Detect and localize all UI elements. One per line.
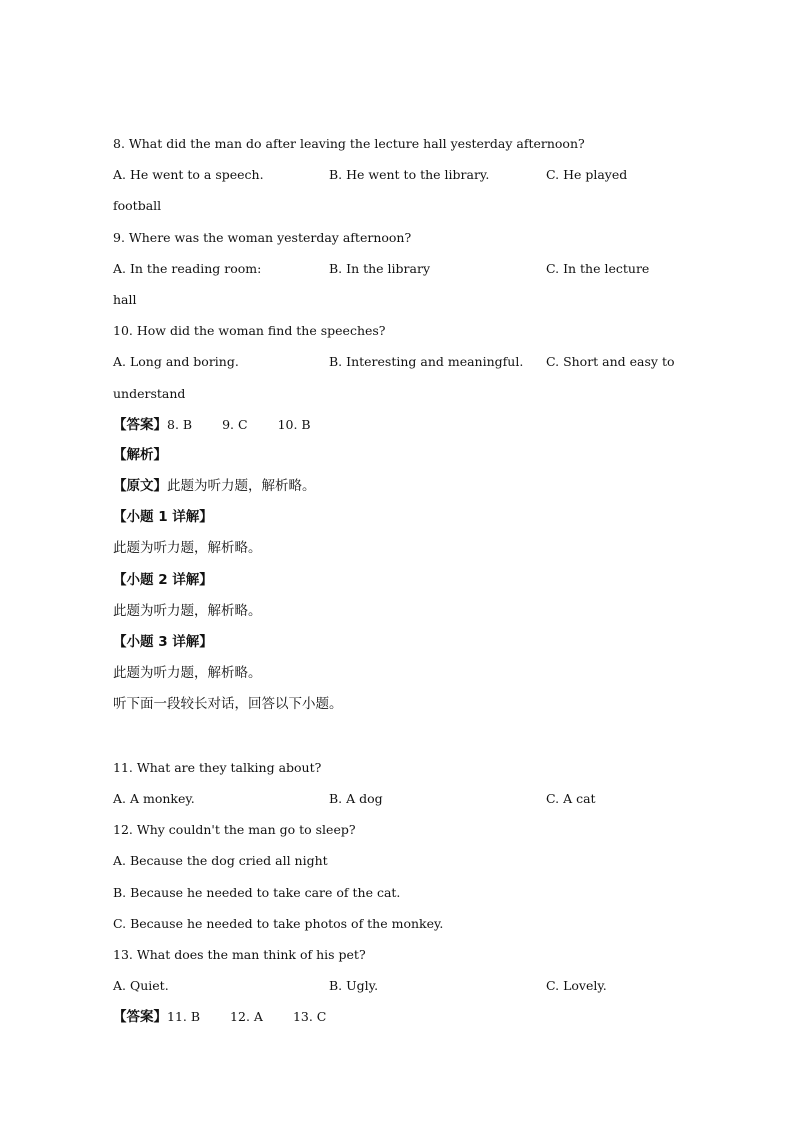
answer-item: 12. A: [230, 1009, 263, 1025]
answer-line: [113, 412, 693, 443]
option-c: C. In the lecture: [546, 260, 650, 276]
analysis-label: 【解析】: [113, 446, 167, 463]
question-9-options: [113, 256, 693, 287]
question-11: 11. What are they talking about?: [113, 759, 322, 775]
option-a: A. A monkey.: [113, 790, 195, 806]
answer-item: 8. B: [167, 416, 193, 432]
blank-line: [113, 724, 693, 755]
option-a: A. He went to a speech.: [113, 167, 264, 183]
option-c: C. Lovely.: [546, 978, 607, 994]
answer-label: 【答案】: [113, 1009, 167, 1026]
answer-line: [113, 1004, 693, 1035]
original-text-line: [113, 474, 693, 505]
option-a: A. Long and boring.: [113, 354, 239, 370]
original-label: 【原文】: [113, 478, 167, 495]
question-13-options: [113, 973, 693, 1004]
answer-item: 9. C: [222, 416, 248, 432]
section-instruction: 听下面一段较长对话，回答以下小题。: [113, 696, 343, 713]
option-b: B. Interesting and meaningful.: [329, 354, 524, 370]
option-b: B. In the library: [329, 260, 431, 276]
detail-text-1: 此题为听力题，解析略。: [113, 540, 262, 557]
question-10-options: [113, 349, 693, 380]
option-a: A. In the reading room:: [113, 260, 262, 276]
option-c: C. A cat: [546, 790, 596, 806]
document-page: [113, 131, 693, 1035]
option-a: A. Because the dog cried all night: [113, 853, 328, 869]
question-10: 10. How did the woman find the speeches?: [113, 323, 386, 339]
question-13: 13. What does the man think of his pet?: [113, 946, 366, 962]
detail-text-2: 此题为听力题，解析略。: [113, 602, 262, 619]
option-c-continued: football: [113, 198, 162, 214]
option-c-continued: understand: [113, 385, 186, 401]
option-b: B. Ugly.: [329, 978, 379, 994]
option-b: B. Because he needed to take care of the cat.: [113, 884, 401, 900]
question-11-options: [113, 786, 693, 817]
option-c: C. Short and easy to: [546, 354, 675, 370]
detail-label-2: 【小题 2 详解】: [113, 571, 213, 588]
answer-item: 11. B: [167, 1009, 201, 1025]
answer-item: 13. C: [292, 1009, 327, 1025]
option-c: C. He played: [546, 167, 628, 183]
detail-label-1: 【小题 1 详解】: [113, 509, 213, 526]
question-12: 12. Why couldn't the man go to sleep?: [113, 822, 356, 838]
question-9: 9. Where was the woman yesterday afternoon?: [113, 229, 412, 245]
answer-item: 10. B: [277, 416, 311, 432]
option-b: B. A dog: [329, 790, 383, 806]
question-8: 8. What did the man do after leaving the lecture hall yesterday afternoon?: [113, 136, 585, 151]
detail-text-3: 此题为听力题，解析略。: [113, 665, 262, 682]
option-c-continued: hall: [113, 291, 137, 307]
detail-label-3: 【小题 3 详解】: [113, 634, 213, 650]
question-8-options: [113, 162, 693, 193]
original-text: 此题为听力题，解析略。: [167, 478, 316, 495]
answer-label: 【答案】: [113, 416, 167, 433]
option-c: C. Because he needed to take photos of the monkey.: [113, 915, 444, 931]
option-a: A. Quiet.: [113, 978, 169, 994]
option-b: B. He went to the library.: [329, 167, 490, 183]
